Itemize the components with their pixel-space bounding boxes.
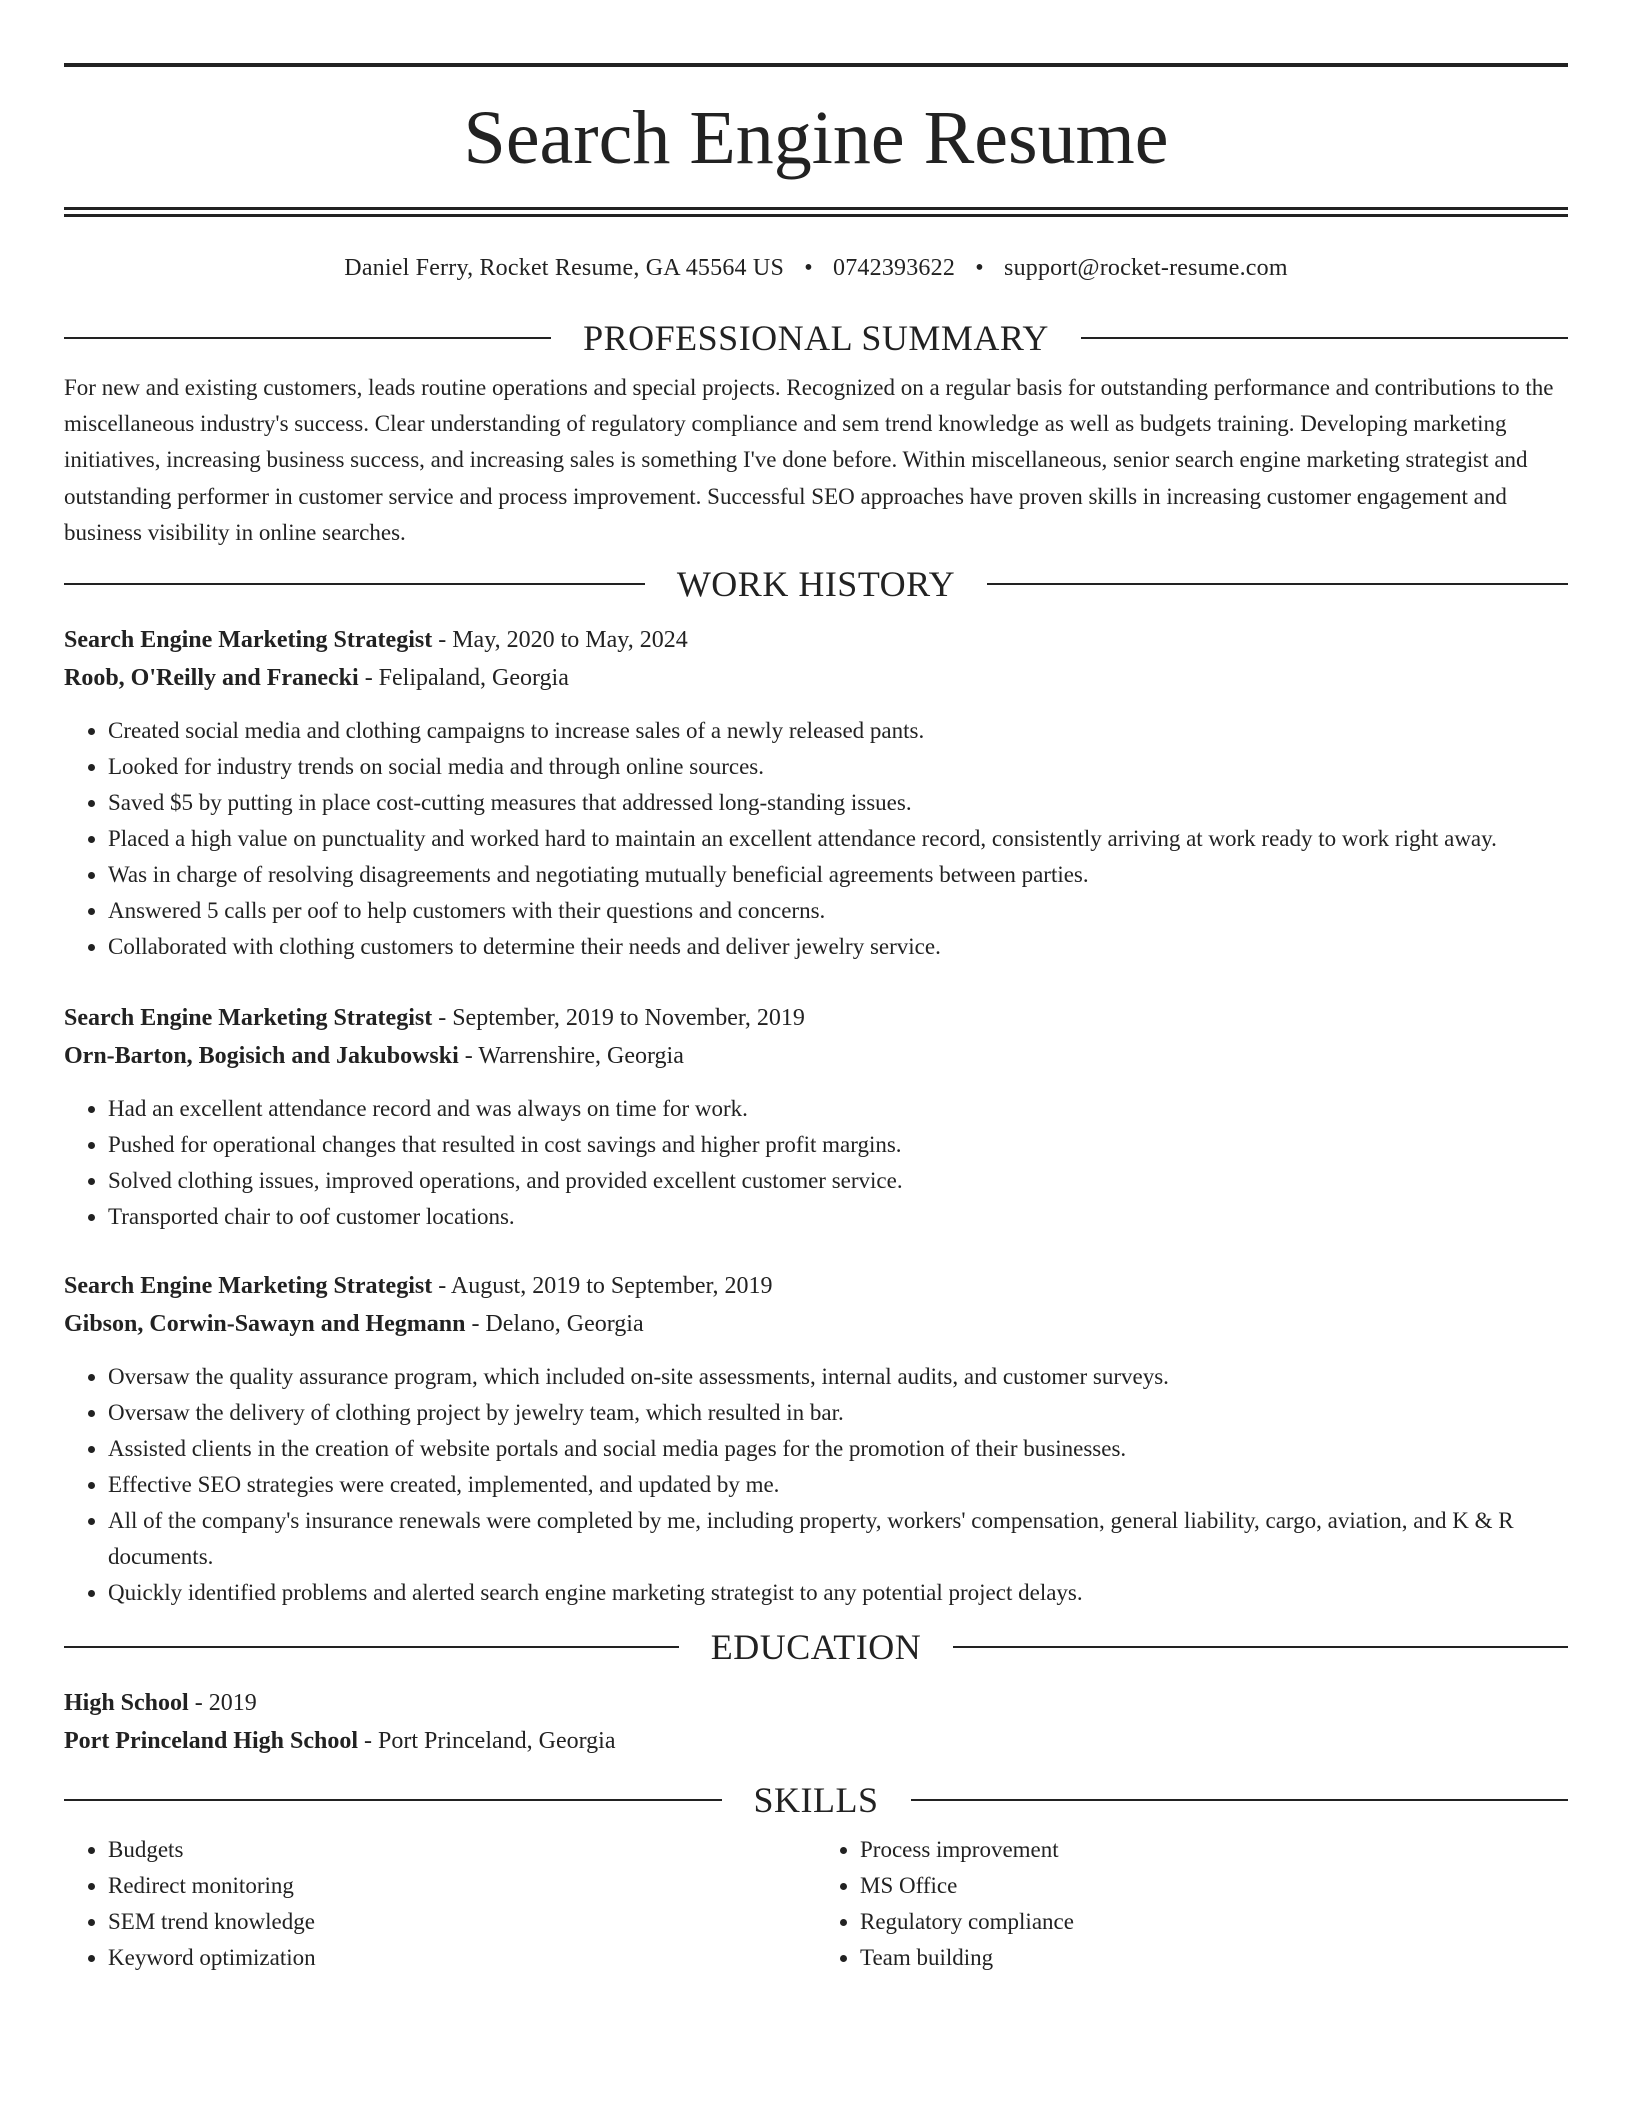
job-company-line [64,1305,1568,1343]
job-entry [64,621,1568,965]
skills-list-right [816,1832,1568,1976]
list-item: • Transported chair to oof customer locations. [108,1199,1568,1235]
education-section-heading [64,1627,1568,1667]
job-dates: - May, 2020 to May, 2024 [432,627,688,654]
list-item: • Oversaw the quality assurance program, which included on-site assessments, internal audits, and customer surveys. [108,1359,1568,1395]
list-item: • Looked for industry trends on social media and through online sources. [108,749,1568,785]
summary-text: For new and existing customers, leads routine operations and special projects. Recognized on a regular basis for outstanding performance and contributions to the miscellaneous industry's success. Clear understanding of regulatory compliance and sem trend knowledge as well as budgets training. Developing marketing initiatives, increasing business success, and increasing sales is something I've done before. Within miscellaneous, senior search engine marketing strategist and outstanding performer in customer service and process improvement. Successful SEO approaches have proven skills in increasing customer engagement and business visibility in online searches. [64,375,1554,545]
contact-address: Daniel Ferry, Rocket Resume, GA 45564 US [344,255,784,281]
list-item: • Solved clothing issues, improved operations, and provided excellent customer service. [108,1163,1568,1199]
education-school: Port Princeland High School [64,1728,358,1755]
list-item: • Quickly identified problems and alerted search engine marketing strategist to any potential project delays. [108,1575,1568,1611]
title-double-rule [64,207,1568,217]
list-item: • Was in charge of resolving disagreements and negotiating mutually beneficial agreements between parties. [108,857,1568,893]
skill-item: • MS Office [860,1868,1568,1904]
work-section-heading [64,564,1568,604]
section-rule [64,1799,722,1801]
list-item: • Placed a high value on punctuality and worked hard to maintain an excellent attendance record, consistently arriving at work ready to work right away. [108,821,1568,857]
skills-heading-label: SKILLS [753,1780,879,1821]
skill-item: • SEM trend knowledge [108,1904,816,1940]
job-title: Search Engine Marketing Strategist [64,627,433,654]
list-item: • Answered 5 calls per oof to help customers with their questions and concerns. [108,893,1568,929]
job-entry [64,999,1568,1235]
section-rule [987,583,1568,585]
list-item: • All of the company's insurance renewals were completed by me, including property, workers' compensation, general liability, cargo, aviation, and K & R documents. [108,1503,1568,1575]
skills-list-left [64,1832,816,1976]
list-item: • Effective SEO strategies were created, implemented, and updated by me. [108,1467,1568,1503]
education-heading-label: EDUCATION [710,1627,922,1668]
skill-item: • Budgets [108,1832,816,1868]
job-bullets [64,1359,1568,1611]
job-bullets [64,713,1568,965]
job-company: Orn-Barton, Bogisich and Jakubowski [64,1043,459,1070]
skill-item: • Regulatory compliance [860,1904,1568,1940]
skill-item: • Team building [860,1940,1568,1976]
job-company-line [64,659,1568,697]
work-heading-label: WORK HISTORY [676,564,956,605]
section-rule [64,337,551,339]
section-rule [64,583,645,585]
job-company: Roob, O'Reilly and Franecki [64,665,359,692]
job-title: Search Engine Marketing Strategist [64,1005,433,1032]
list-item: • Had an excellent attendance record and was always on time for work. [108,1091,1568,1127]
title-top-rule [64,63,1568,67]
education-entry [64,1684,1568,1760]
job-location: - Delano, Georgia [465,1311,644,1338]
job-location: - Warrenshire, Georgia [458,1043,684,1070]
job-title-line [64,1267,1568,1305]
section-rule [64,1646,679,1648]
job-location: - Felipaland, Georgia [358,665,569,692]
job-title-line [64,621,1568,659]
list-item: • Created social media and clothing campaigns to increase sales of a newly released pants. [108,713,1568,749]
contact-line [64,253,1568,283]
job-title-line [64,999,1568,1037]
job-dates: - September, 2019 to November, 2019 [432,1005,805,1032]
job-company: Gibson, Corwin-Sawayn and Hegmann [64,1311,466,1338]
section-rule [1081,337,1568,339]
summary-heading-label: PROFESSIONAL SUMMARY [583,318,1049,358]
education-school-line [64,1722,1568,1760]
resume-page [64,0,1568,1976]
summary-section-heading [64,318,1568,358]
list-item: • Collaborated with clothing customers to determine their needs and deliver jewelry service. [108,929,1568,965]
contact-separator: • [804,255,813,281]
list-item: • Oversaw the delivery of clothing project by jewelry team, which resulted in bar. [108,1395,1568,1431]
education-degree: High School [64,1690,189,1717]
job-company-line [64,1037,1568,1075]
list-item: • Pushed for operational changes that resulted in cost savings and higher profit margins. [108,1127,1568,1163]
education-year: - 2019 [188,1690,257,1717]
job-entry [64,1267,1568,1611]
skill-item: • Redirect monitoring [108,1868,816,1904]
skills-section-heading [64,1780,1568,1820]
section-rule [911,1799,1569,1801]
section-rule [953,1646,1568,1648]
education-degree-line [64,1684,1568,1722]
list-item: • Assisted clients in the creation of website portals and social media pages for the promotion of their businesses. [108,1431,1568,1467]
contact-email: support@rocket-resume.com [1004,255,1288,281]
education-location: - Port Princeland, Georgia [358,1728,616,1755]
skill-item: • Process improvement [860,1832,1568,1868]
job-title: Search Engine Marketing Strategist [64,1273,433,1300]
contact-separator: • [975,255,984,281]
list-item: • Saved $5 by putting in place cost-cutting measures that addressed long-standing issues. [108,785,1568,821]
skill-item: • Keyword optimization [108,1940,816,1976]
skills-grid [64,1832,1568,1976]
resume-title: Search Engine Resume [463,96,1169,180]
job-bullets [64,1091,1568,1235]
contact-phone: 0742393622 [833,255,956,281]
job-dates: - August, 2019 to September, 2019 [432,1273,773,1300]
